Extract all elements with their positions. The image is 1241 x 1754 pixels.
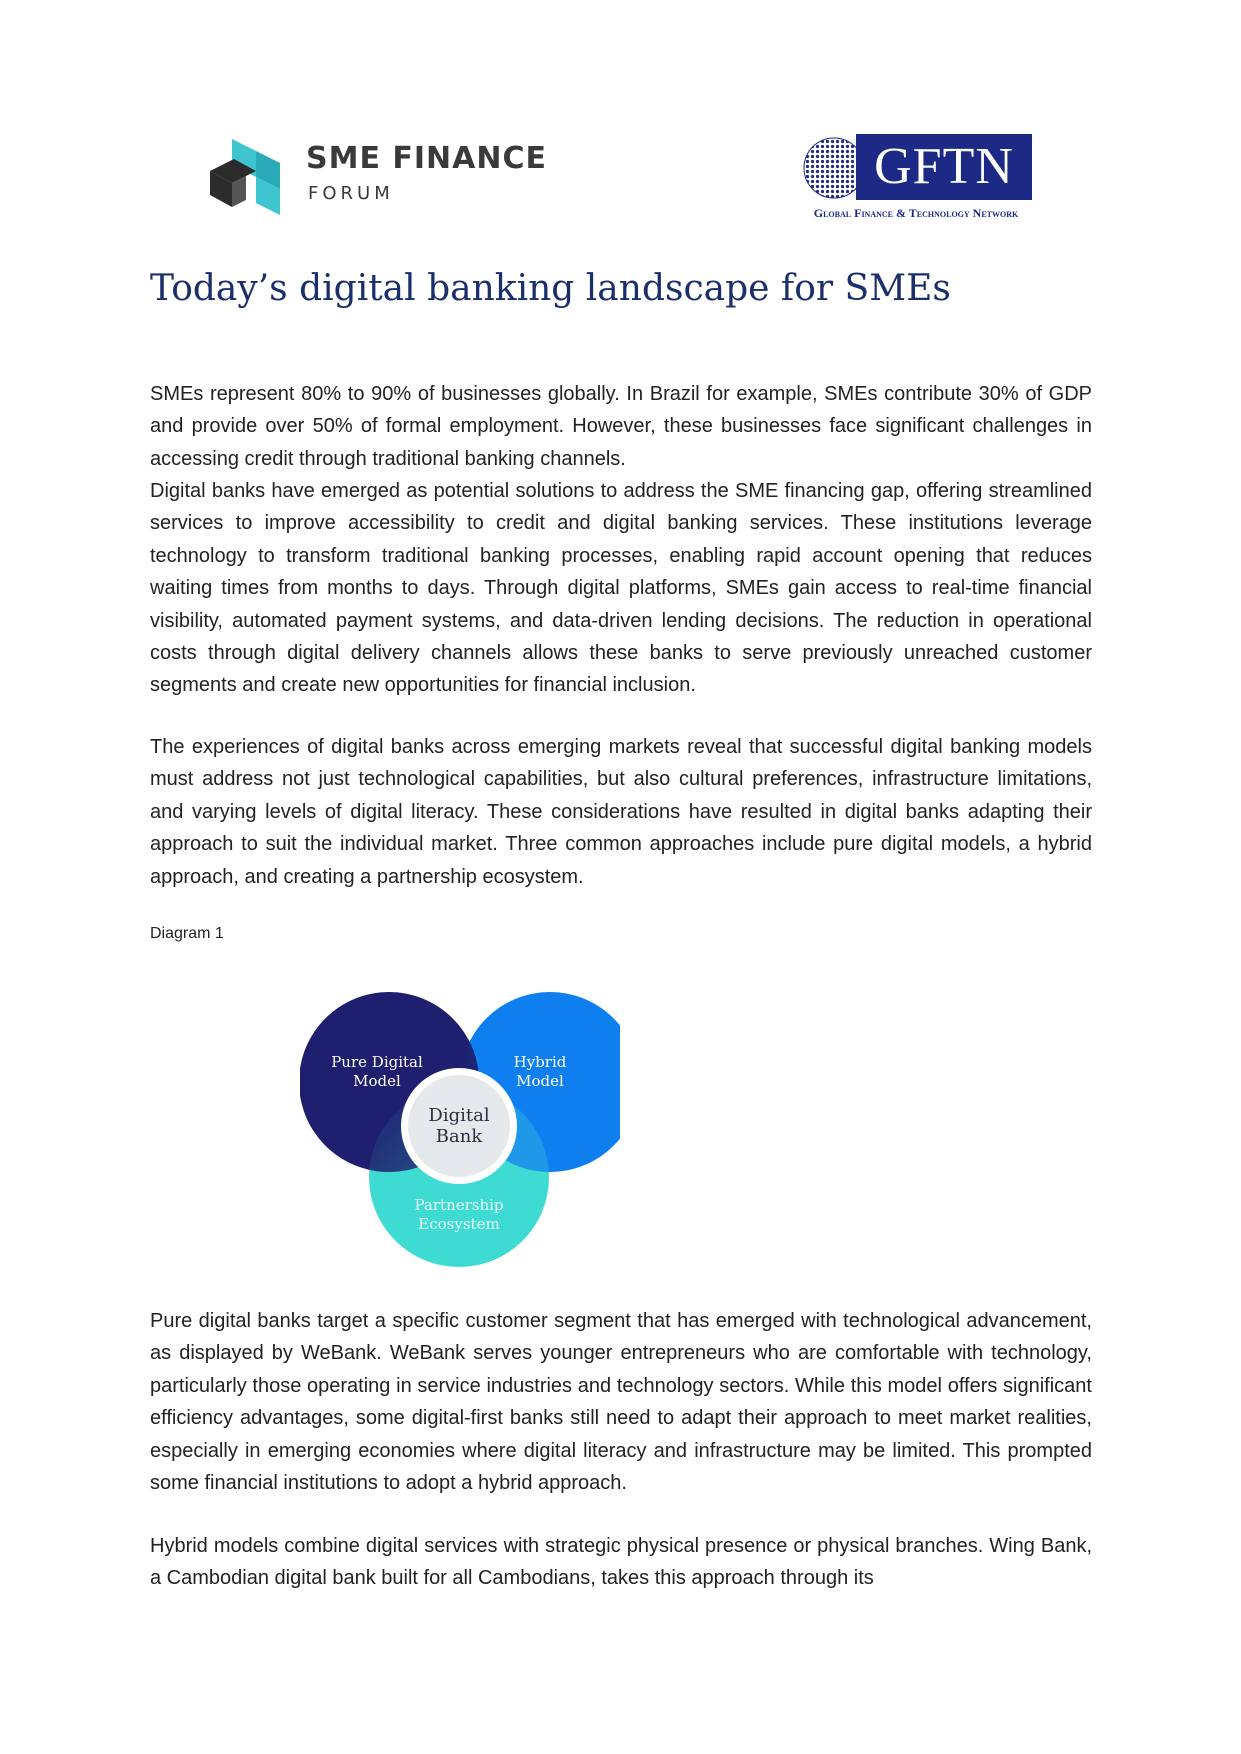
sme-logo-line2: FORUM — [308, 183, 394, 204]
partnership-label-line2: Ecosystem — [418, 1215, 500, 1233]
paragraph-2: Digital banks have emerged as potential solutions to address the SME financing gap, offering streamlined services to improve accessibility to credit and digital banking services. These institutions leverage technology to transform traditional banking processes, enabling rapid account opening that reduces waiting times from months to days. Through digital platforms, SMEs gain access to real-time financial visibility, automated payment systems, and data-driven lending decisions. The reduction in operational costs through digital delivery channels allows these banks to serve previously unreached customer segments and create new opportunities for financial inclusion. — [150, 480, 1092, 697]
hybrid-label-line1: Hybrid — [513, 1053, 567, 1071]
paragraph-3: The experiences of digital banks across emerging markets reveal that successful digital banking models must address not just technological capabilities, but also cultural preferences, infrastructure limitations, and varying levels of digital literacy. These considerations have resulted in digital banks adapting their approach to suit the individual market. Three common approaches include pure digital models, a hybrid approach, and creating a partnership ecosystem. — [150, 736, 1092, 888]
digital-bank-label-line2: Bank — [435, 1126, 483, 1147]
sme-finance-forum-logo — [210, 135, 547, 215]
sme-logo-mark-icon — [210, 137, 300, 217]
venn-diagram — [300, 980, 620, 1280]
pure-digital-label-line1: Pure Digital — [331, 1053, 423, 1071]
paragraph-5: Hybrid models combine digital services with strategic physical presence or physical branches. Wing Bank, a Cambodian digital bank built for all Cambodians, takes this approach through its — [150, 1535, 1092, 1590]
pure-digital-label-line2: Model — [353, 1072, 401, 1090]
digital-bank-label-line1: Digital — [428, 1105, 490, 1126]
sme-logo-line1: SME FINANCE — [306, 141, 547, 176]
gftn-wordmark: GFTN — [856, 134, 1032, 200]
paragraph-4: Pure digital banks target a specific customer segment that has emerged with technological advancement, as displayed by WeBank. WeBank serves younger entrepreneurs who are comfortable with technology, particularly those operating in service industries and technology sectors. While this model offers significant efficiency advantages, some digital-first banks still need to adapt their approach to meet market realities, especially in emerging economies where digital literacy and infrastructure may be limited. This prompted some financial institutions to adopt a hybrid approach. — [150, 1310, 1092, 1495]
hybrid-label-line2: Model — [516, 1072, 564, 1090]
partnership-label-line1: Partnership — [414, 1196, 504, 1214]
gftn-logo — [800, 132, 1032, 218]
page-title: Today’s digital banking landscape for SMEs — [150, 268, 951, 309]
gftn-subtitle: Global Finance & Technology Network — [813, 206, 1019, 220]
paragraph-1: SMEs represent 80% to 90% of businesses globally. In Brazil for example, SMEs contribute 30% of GDP and provide over 50% of formal employment. However, these businesses face significant challenges in accessing credit through traditional banking channels. — [150, 383, 1092, 470]
diagram-caption: Diagram 1 — [150, 925, 224, 942]
